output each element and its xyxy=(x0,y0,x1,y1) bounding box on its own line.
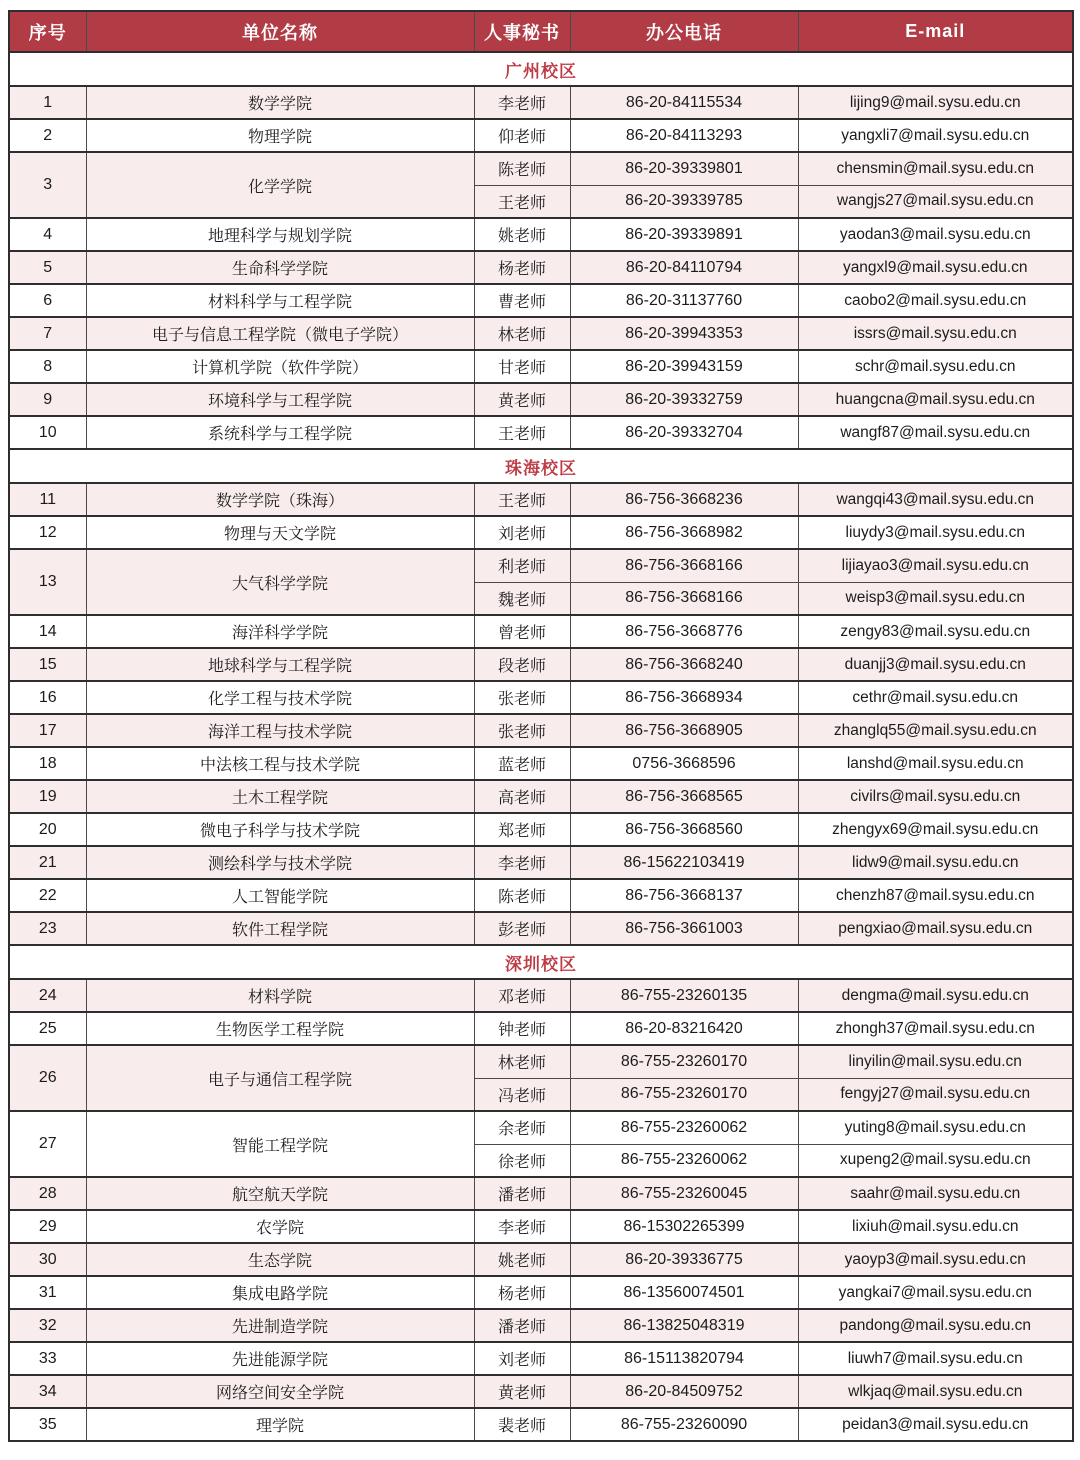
email-cell: pandong@mail.sysu.edu.cn xyxy=(798,1309,1073,1342)
phone-cell: 86-755-23260170 xyxy=(570,1045,798,1078)
unit-name-cell: 化学工程与技术学院 xyxy=(86,681,474,714)
table-row xyxy=(9,549,1073,582)
row-number-cell: 6 xyxy=(9,284,86,317)
phone-cell: 86-756-3668137 xyxy=(570,879,798,912)
secretary-cell: 黄老师 xyxy=(474,383,570,416)
secretary-cell: 仰老师 xyxy=(474,119,570,152)
phone-cell: 86-755-23260090 xyxy=(570,1408,798,1441)
secretary-cell: 陈老师 xyxy=(474,879,570,912)
unit-name-cell: 微电子科学与技术学院 xyxy=(86,813,474,846)
table-row xyxy=(9,615,1073,648)
unit-name-cell: 地理科学与规划学院 xyxy=(86,218,474,251)
phone-cell: 86-13560074501 xyxy=(570,1276,798,1309)
secretary-cell: 杨老师 xyxy=(474,251,570,284)
email-cell: xupeng2@mail.sysu.edu.cn xyxy=(798,1144,1073,1177)
unit-name-cell: 环境科学与工程学院 xyxy=(86,383,474,416)
secretary-cell: 冯老师 xyxy=(474,1078,570,1111)
phone-cell: 86-756-3668982 xyxy=(570,516,798,549)
phone-cell: 86-755-23260170 xyxy=(570,1078,798,1111)
email-cell: yuting8@mail.sysu.edu.cn xyxy=(798,1111,1073,1144)
phone-cell: 86-20-84115534 xyxy=(570,86,798,119)
row-number-cell: 8 xyxy=(9,350,86,383)
unit-name-cell: 计算机学院（软件学院） xyxy=(86,350,474,383)
row-number-cell: 19 xyxy=(9,780,86,813)
email-cell: wangqi43@mail.sysu.edu.cn xyxy=(798,483,1073,516)
unit-name-cell: 智能工程学院 xyxy=(86,1111,474,1177)
table-row xyxy=(9,317,1073,350)
campus-section-label: 广州校区 xyxy=(9,52,1073,86)
phone-cell: 86-20-39336775 xyxy=(570,1243,798,1276)
table-row xyxy=(9,1309,1073,1342)
email-cell: cethr@mail.sysu.edu.cn xyxy=(798,681,1073,714)
table-row xyxy=(9,1210,1073,1243)
unit-name-cell: 先进制造学院 xyxy=(86,1309,474,1342)
row-number-cell: 13 xyxy=(9,549,86,615)
row-number-cell: 9 xyxy=(9,383,86,416)
email-cell: liuwh7@mail.sysu.edu.cn xyxy=(798,1342,1073,1375)
campus-section-row xyxy=(9,52,1073,86)
table-row xyxy=(9,846,1073,879)
secretary-cell: 李老师 xyxy=(474,846,570,879)
email-cell: zhengyx69@mail.sysu.edu.cn xyxy=(798,813,1073,846)
campus-section-row xyxy=(9,945,1073,979)
row-number-cell: 21 xyxy=(9,846,86,879)
secretary-cell: 郑老师 xyxy=(474,813,570,846)
unit-name-cell: 测绘科学与技术学院 xyxy=(86,846,474,879)
secretary-cell: 黄老师 xyxy=(474,1375,570,1408)
contact-table-body xyxy=(9,52,1073,1441)
phone-cell: 86-756-3668166 xyxy=(570,582,798,615)
unit-name-cell: 理学院 xyxy=(86,1408,474,1441)
row-number-cell: 24 xyxy=(9,979,86,1012)
row-number-cell: 3 xyxy=(9,152,86,218)
table-row xyxy=(9,1342,1073,1375)
email-cell: lanshd@mail.sysu.edu.cn xyxy=(798,747,1073,780)
phone-cell: 86-20-39339801 xyxy=(570,152,798,185)
phone-cell: 86-756-3668776 xyxy=(570,615,798,648)
phone-cell: 86-20-84110794 xyxy=(570,251,798,284)
phone-cell: 86-20-84113293 xyxy=(570,119,798,152)
unit-name-cell: 地球科学与工程学院 xyxy=(86,648,474,681)
secretary-cell: 李老师 xyxy=(474,1210,570,1243)
email-cell: dengma@mail.sysu.edu.cn xyxy=(798,979,1073,1012)
secretary-cell: 裴老师 xyxy=(474,1408,570,1441)
secretary-cell: 曹老师 xyxy=(474,284,570,317)
phone-cell: 86-15302265399 xyxy=(570,1210,798,1243)
unit-name-cell: 化学学院 xyxy=(86,152,474,218)
secretary-cell: 段老师 xyxy=(474,648,570,681)
secretary-cell: 刘老师 xyxy=(474,1342,570,1375)
email-cell: zengy83@mail.sysu.edu.cn xyxy=(798,615,1073,648)
email-cell: chenzh87@mail.sysu.edu.cn xyxy=(798,879,1073,912)
email-cell: yaodan3@mail.sysu.edu.cn xyxy=(798,218,1073,251)
unit-name-cell: 土木工程学院 xyxy=(86,780,474,813)
phone-cell: 86-756-3668236 xyxy=(570,483,798,516)
secretary-cell: 姚老师 xyxy=(474,218,570,251)
phone-cell: 86-20-39339785 xyxy=(570,185,798,218)
phone-cell: 86-755-23260045 xyxy=(570,1177,798,1210)
contact-table xyxy=(8,10,1074,1442)
secretary-cell: 钟老师 xyxy=(474,1012,570,1045)
secretary-cell: 张老师 xyxy=(474,681,570,714)
email-cell: chensmin@mail.sysu.edu.cn xyxy=(798,152,1073,185)
secretary-cell: 王老师 xyxy=(474,416,570,449)
unit-name-cell: 农学院 xyxy=(86,1210,474,1243)
table-row xyxy=(9,879,1073,912)
row-number-cell: 30 xyxy=(9,1243,86,1276)
row-number-cell: 25 xyxy=(9,1012,86,1045)
unit-name-cell: 中法核工程与技术学院 xyxy=(86,747,474,780)
email-cell: schr@mail.sysu.edu.cn xyxy=(798,350,1073,383)
unit-name-cell: 材料科学与工程学院 xyxy=(86,284,474,317)
phone-cell: 86-755-23260062 xyxy=(570,1144,798,1177)
row-number-cell: 29 xyxy=(9,1210,86,1243)
column-header-secretary: 人事秘书 xyxy=(474,11,570,52)
row-number-cell: 22 xyxy=(9,879,86,912)
table-header-row xyxy=(9,11,1073,52)
unit-name-cell: 生态学院 xyxy=(86,1243,474,1276)
table-row xyxy=(9,383,1073,416)
phone-cell: 86-20-39332759 xyxy=(570,383,798,416)
table-row xyxy=(9,1243,1073,1276)
phone-cell: 86-20-39943159 xyxy=(570,350,798,383)
secretary-cell: 王老师 xyxy=(474,185,570,218)
email-cell: saahr@mail.sysu.edu.cn xyxy=(798,1177,1073,1210)
email-cell: huangcna@mail.sysu.edu.cn xyxy=(798,383,1073,416)
table-row xyxy=(9,483,1073,516)
phone-cell: 0756-3668596 xyxy=(570,747,798,780)
secretary-cell: 高老师 xyxy=(474,780,570,813)
phone-cell: 86-20-84509752 xyxy=(570,1375,798,1408)
row-number-cell: 20 xyxy=(9,813,86,846)
table-row xyxy=(9,1177,1073,1210)
table-row xyxy=(9,516,1073,549)
phone-cell: 86-756-3668934 xyxy=(570,681,798,714)
secretary-cell: 邓老师 xyxy=(474,979,570,1012)
row-number-cell: 35 xyxy=(9,1408,86,1441)
column-header-no: 序号 xyxy=(9,11,86,52)
email-cell: wangjs27@mail.sysu.edu.cn xyxy=(798,185,1073,218)
secretary-cell: 利老师 xyxy=(474,549,570,582)
email-cell: fengyj27@mail.sysu.edu.cn xyxy=(798,1078,1073,1111)
unit-name-cell: 材料学院 xyxy=(86,979,474,1012)
unit-name-cell: 软件工程学院 xyxy=(86,912,474,945)
row-number-cell: 14 xyxy=(9,615,86,648)
secretary-cell: 甘老师 xyxy=(474,350,570,383)
table-header xyxy=(9,11,1073,52)
row-number-cell: 16 xyxy=(9,681,86,714)
phone-cell: 86-756-3661003 xyxy=(570,912,798,945)
email-cell: weisp3@mail.sysu.edu.cn xyxy=(798,582,1073,615)
unit-name-cell: 大气科学学院 xyxy=(86,549,474,615)
email-cell: peidan3@mail.sysu.edu.cn xyxy=(798,1408,1073,1441)
row-number-cell: 26 xyxy=(9,1045,86,1111)
unit-name-cell: 电子与通信工程学院 xyxy=(86,1045,474,1111)
unit-name-cell: 数学学院 xyxy=(86,86,474,119)
phone-cell: 86-755-23260135 xyxy=(570,979,798,1012)
row-number-cell: 1 xyxy=(9,86,86,119)
phone-cell: 86-755-23260062 xyxy=(570,1111,798,1144)
table-row xyxy=(9,747,1073,780)
secretary-cell: 杨老师 xyxy=(474,1276,570,1309)
row-number-cell: 23 xyxy=(9,912,86,945)
row-number-cell: 10 xyxy=(9,416,86,449)
email-cell: pengxiao@mail.sysu.edu.cn xyxy=(798,912,1073,945)
table-row xyxy=(9,813,1073,846)
phone-cell: 86-13825048319 xyxy=(570,1309,798,1342)
table-row xyxy=(9,1408,1073,1441)
table-row xyxy=(9,1045,1073,1078)
campus-section-row xyxy=(9,449,1073,483)
secretary-cell: 林老师 xyxy=(474,1045,570,1078)
row-number-cell: 11 xyxy=(9,483,86,516)
table-row xyxy=(9,714,1073,747)
table-row xyxy=(9,416,1073,449)
phone-cell: 86-20-39339891 xyxy=(570,218,798,251)
unit-name-cell: 人工智能学院 xyxy=(86,879,474,912)
unit-name-cell: 电子与信息工程学院（微电子学院） xyxy=(86,317,474,350)
phone-cell: 86-20-83216420 xyxy=(570,1012,798,1045)
phone-cell: 86-20-39332704 xyxy=(570,416,798,449)
email-cell: duanjj3@mail.sysu.edu.cn xyxy=(798,648,1073,681)
secretary-cell: 余老师 xyxy=(474,1111,570,1144)
unit-name-cell: 集成电路学院 xyxy=(86,1276,474,1309)
email-cell: yangxli7@mail.sysu.edu.cn xyxy=(798,119,1073,152)
email-cell: zhongh37@mail.sysu.edu.cn xyxy=(798,1012,1073,1045)
unit-name-cell: 海洋科学学院 xyxy=(86,615,474,648)
secretary-cell: 蓝老师 xyxy=(474,747,570,780)
row-number-cell: 17 xyxy=(9,714,86,747)
secretary-cell: 彭老师 xyxy=(474,912,570,945)
phone-cell: 86-15622103419 xyxy=(570,846,798,879)
row-number-cell: 5 xyxy=(9,251,86,284)
email-cell: civilrs@mail.sysu.edu.cn xyxy=(798,780,1073,813)
campus-section-label: 珠海校区 xyxy=(9,449,1073,483)
table-row xyxy=(9,119,1073,152)
email-cell: issrs@mail.sysu.edu.cn xyxy=(798,317,1073,350)
email-cell: yangkai7@mail.sysu.edu.cn xyxy=(798,1276,1073,1309)
secretary-cell: 魏老师 xyxy=(474,582,570,615)
phone-cell: 86-756-3668905 xyxy=(570,714,798,747)
email-cell: lixiuh@mail.sysu.edu.cn xyxy=(798,1210,1073,1243)
phone-cell: 86-756-3668565 xyxy=(570,780,798,813)
secretary-cell: 潘老师 xyxy=(474,1309,570,1342)
row-number-cell: 2 xyxy=(9,119,86,152)
unit-name-cell: 网络空间安全学院 xyxy=(86,1375,474,1408)
secretary-cell: 陈老师 xyxy=(474,152,570,185)
email-cell: lijing9@mail.sysu.edu.cn xyxy=(798,86,1073,119)
email-cell: yangxl9@mail.sysu.edu.cn xyxy=(798,251,1073,284)
row-number-cell: 28 xyxy=(9,1177,86,1210)
row-number-cell: 7 xyxy=(9,317,86,350)
table-row xyxy=(9,284,1073,317)
unit-name-cell: 数学学院（珠海） xyxy=(86,483,474,516)
email-cell: liuydy3@mail.sysu.edu.cn xyxy=(798,516,1073,549)
secretary-cell: 潘老师 xyxy=(474,1177,570,1210)
unit-name-cell: 物理与天文学院 xyxy=(86,516,474,549)
table-row xyxy=(9,648,1073,681)
table-row xyxy=(9,780,1073,813)
email-cell: wangf87@mail.sysu.edu.cn xyxy=(798,416,1073,449)
row-number-cell: 34 xyxy=(9,1375,86,1408)
table-row xyxy=(9,251,1073,284)
row-number-cell: 32 xyxy=(9,1309,86,1342)
email-cell: yaoyp3@mail.sysu.edu.cn xyxy=(798,1243,1073,1276)
secretary-cell: 姚老师 xyxy=(474,1243,570,1276)
campus-section-label: 深圳校区 xyxy=(9,945,1073,979)
table-row xyxy=(9,86,1073,119)
table-row xyxy=(9,912,1073,945)
phone-cell: 86-20-39943353 xyxy=(570,317,798,350)
unit-name-cell: 物理学院 xyxy=(86,119,474,152)
table-row xyxy=(9,350,1073,383)
email-cell: zhanglq55@mail.sysu.edu.cn xyxy=(798,714,1073,747)
unit-name-cell: 海洋工程与技术学院 xyxy=(86,714,474,747)
unit-name-cell: 航空航天学院 xyxy=(86,1177,474,1210)
email-cell: linyilin@mail.sysu.edu.cn xyxy=(798,1045,1073,1078)
table-row xyxy=(9,979,1073,1012)
unit-name-cell: 生物医学工程学院 xyxy=(86,1012,474,1045)
row-number-cell: 4 xyxy=(9,218,86,251)
unit-name-cell: 先进能源学院 xyxy=(86,1342,474,1375)
email-cell: lijiayao3@mail.sysu.edu.cn xyxy=(798,549,1073,582)
unit-name-cell: 生命科学学院 xyxy=(86,251,474,284)
table-row xyxy=(9,1012,1073,1045)
row-number-cell: 33 xyxy=(9,1342,86,1375)
column-header-unit: 单位名称 xyxy=(86,11,474,52)
table-row xyxy=(9,681,1073,714)
secretary-cell: 张老师 xyxy=(474,714,570,747)
email-cell: wlkjaq@mail.sysu.edu.cn xyxy=(798,1375,1073,1408)
secretary-cell: 刘老师 xyxy=(474,516,570,549)
table-row xyxy=(9,1276,1073,1309)
table-row xyxy=(9,152,1073,185)
secretary-cell: 李老师 xyxy=(474,86,570,119)
phone-cell: 86-15113820794 xyxy=(570,1342,798,1375)
row-number-cell: 15 xyxy=(9,648,86,681)
row-number-cell: 27 xyxy=(9,1111,86,1177)
email-cell: caobo2@mail.sysu.edu.cn xyxy=(798,284,1073,317)
column-header-phone: 办公电话 xyxy=(570,11,798,52)
column-header-email: E-mail xyxy=(798,11,1073,52)
row-number-cell: 12 xyxy=(9,516,86,549)
secretary-cell: 林老师 xyxy=(474,317,570,350)
secretary-cell: 曾老师 xyxy=(474,615,570,648)
row-number-cell: 31 xyxy=(9,1276,86,1309)
secretary-cell: 徐老师 xyxy=(474,1144,570,1177)
phone-cell: 86-20-31137760 xyxy=(570,284,798,317)
unit-name-cell: 系统科学与工程学院 xyxy=(86,416,474,449)
phone-cell: 86-756-3668560 xyxy=(570,813,798,846)
email-cell: lidw9@mail.sysu.edu.cn xyxy=(798,846,1073,879)
phone-cell: 86-756-3668166 xyxy=(570,549,798,582)
table-row xyxy=(9,1111,1073,1144)
phone-cell: 86-756-3668240 xyxy=(570,648,798,681)
secretary-cell: 王老师 xyxy=(474,483,570,516)
table-row xyxy=(9,218,1073,251)
table-row xyxy=(9,1375,1073,1408)
row-number-cell: 18 xyxy=(9,747,86,780)
